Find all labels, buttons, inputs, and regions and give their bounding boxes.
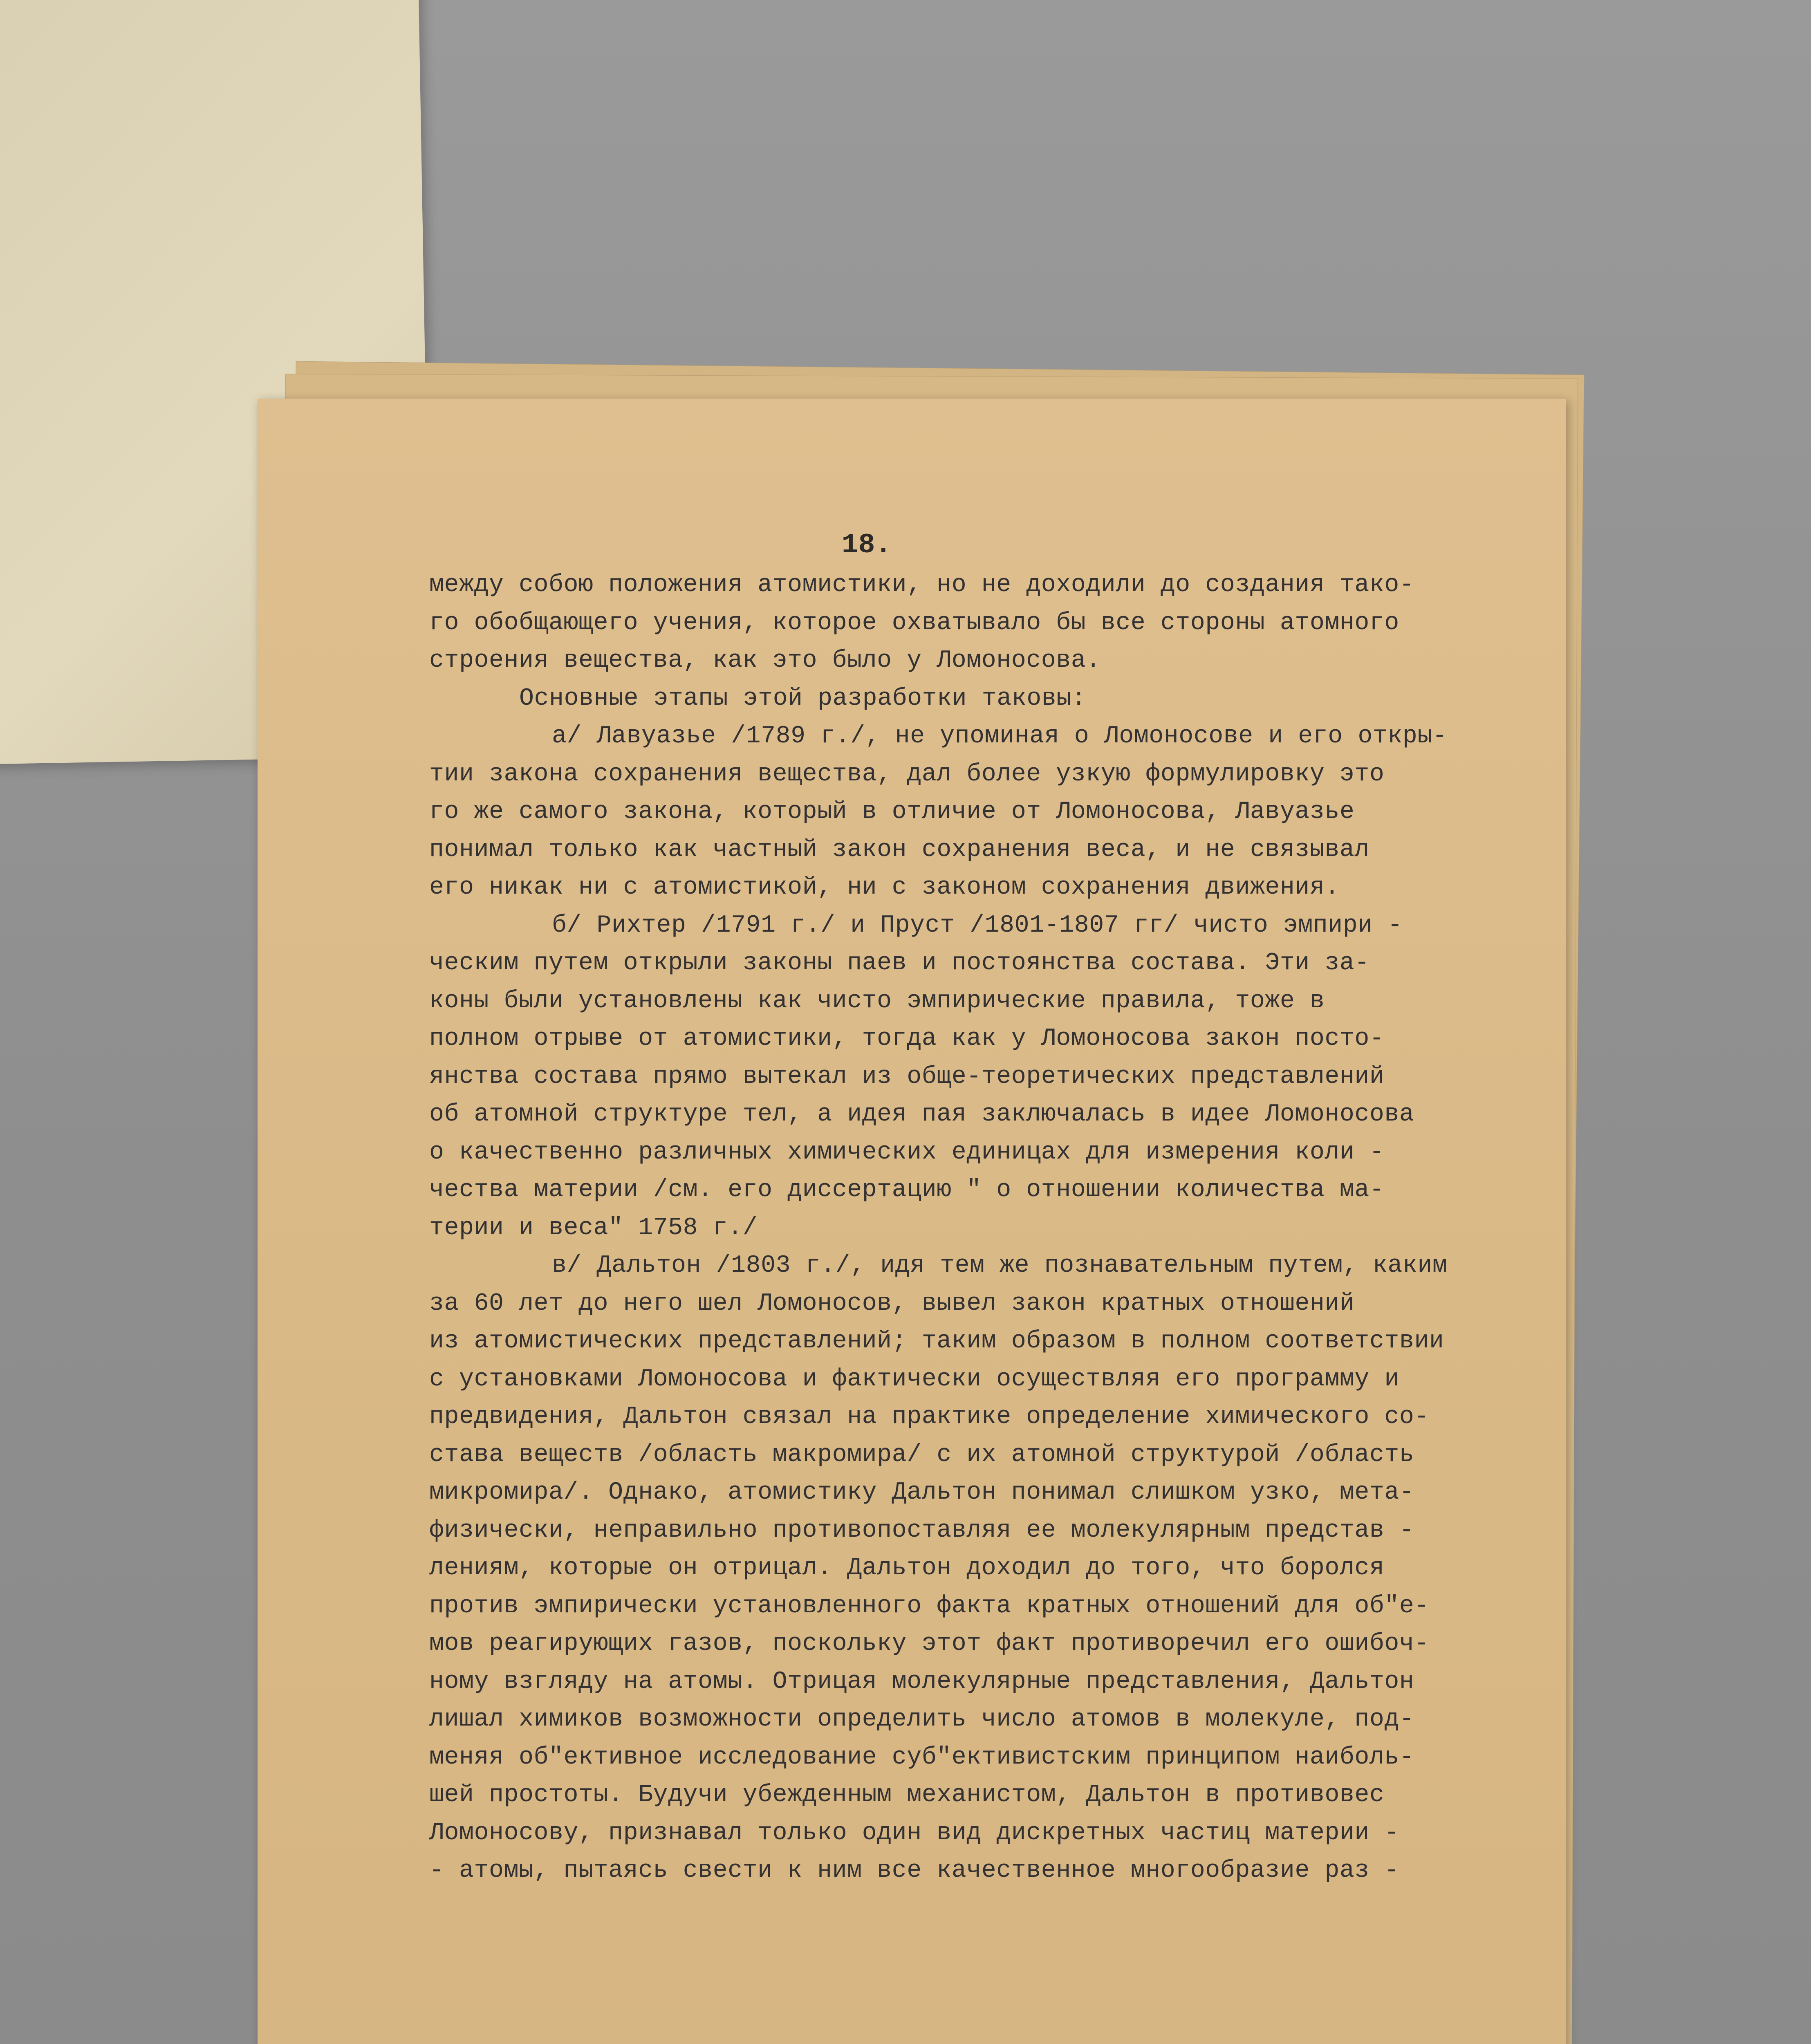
text-line: из атомистических представлений; таким образом в полном соответствии	[429, 1327, 1444, 1355]
text-line: микромира/. Однако, атомистику Дальтон понимал слишком узко, мета-	[429, 1479, 1414, 1506]
text-line: его никак ни с атомистикой, ни с законом сохранения движения.	[429, 874, 1340, 901]
text-line: между собою положения атомистики, но не доходили до создания тако-	[429, 571, 1414, 599]
page-number: 18.	[841, 529, 892, 561]
text-line: лениям, которые он отрицал. Дальтон доходил до того, что боролся	[429, 1554, 1385, 1582]
text-line: терии и веса" 1758 г./	[429, 1214, 758, 1242]
text-line: в/ Дальтон /1803 г./, идя тем же познавательным путем, каким	[552, 1252, 1448, 1280]
text-line: понимал только как частный закон сохранения веса, и не связывал	[429, 836, 1369, 864]
text-line: с установками Ломоносова и фактически осуществляя его программу и	[429, 1365, 1399, 1393]
text-line: Ломоносову, признавал только один вид дискретных частиц материи -	[429, 1819, 1399, 1847]
text-line: физически, неправильно противопоставляя ее молекулярным представ -	[429, 1516, 1414, 1544]
text-line: строения вещества, как это было у Ломоносова.	[429, 647, 1101, 675]
text-line: го обобщающего учения, которое охватывало бы все стороны атомного	[429, 609, 1399, 637]
text-line: - атомы, пытаясь свести к ним все качественное многообразие раз -	[429, 1857, 1399, 1885]
text-line: ческим путем открыли законы паев и постоянства состава. Эти за-	[429, 949, 1369, 977]
page-body	[429, 566, 1553, 1890]
text-line: го же самого закона, который в отличие от Ломоносова, Лавуазье	[429, 798, 1355, 826]
text-line: предвидения, Дальтон связал на практике определение химического со-	[429, 1403, 1429, 1431]
text-line: шей простоты. Будучи убежденным механистом, Дальтон в противовес	[429, 1781, 1385, 1809]
text-line: мов реагирующих газов, поскольку этот факт противоречил его ошибоч-	[429, 1630, 1429, 1658]
text-line: об атомной структуре тел, а идея пая заключалась в идее Ломоносова	[429, 1100, 1414, 1128]
text-line: о качественно различных химических единицах для измерения коли -	[429, 1138, 1385, 1166]
text-line: коны были установлены как чисто эмпирические правила, тоже в	[429, 987, 1325, 1015]
text-line: ному взгляду на атомы. Отрицая молекулярные представления, Дальтон	[429, 1667, 1414, 1696]
text-line: а/ Лавуазье /1789 г./, не упоминая о Ломоносове и его откры-	[552, 722, 1448, 750]
text-line: лишал химиков возможности определить число атомов в молекуле, под-	[429, 1706, 1414, 1733]
text-line: полном отрыве от атомистики, тогда как у Ломоносова закон посто-	[429, 1025, 1385, 1053]
text-line: против эмпирически установленного факта кратных отношений для об"е-	[429, 1592, 1429, 1620]
text-line: за 60 лет до него шел Ломоносов, вывел закон кратных отношений	[429, 1289, 1355, 1318]
text-line: б/ Рихтер /1791 г./ и Пруст /1801-1807 гг/ чисто эмпири -	[552, 911, 1403, 939]
typewritten-page	[258, 399, 1566, 2044]
text-line: янства состава прямо вытекал из обще-теоретических представлений	[429, 1062, 1385, 1091]
text-line: става веществ /область макромира/ с их атомной структурой /область	[429, 1441, 1414, 1469]
text-line: чества материи /см. его диссертацию " о отношении количества ма-	[429, 1176, 1385, 1204]
text-line: тии закона сохранения вещества, дал более узкую формулировку это	[429, 760, 1385, 788]
text-line: Основные этапы этой разработки таковы:	[519, 684, 1087, 713]
text-line: меняя об"ективное исследование суб"ективистским принципом наиболь-	[429, 1743, 1414, 1771]
